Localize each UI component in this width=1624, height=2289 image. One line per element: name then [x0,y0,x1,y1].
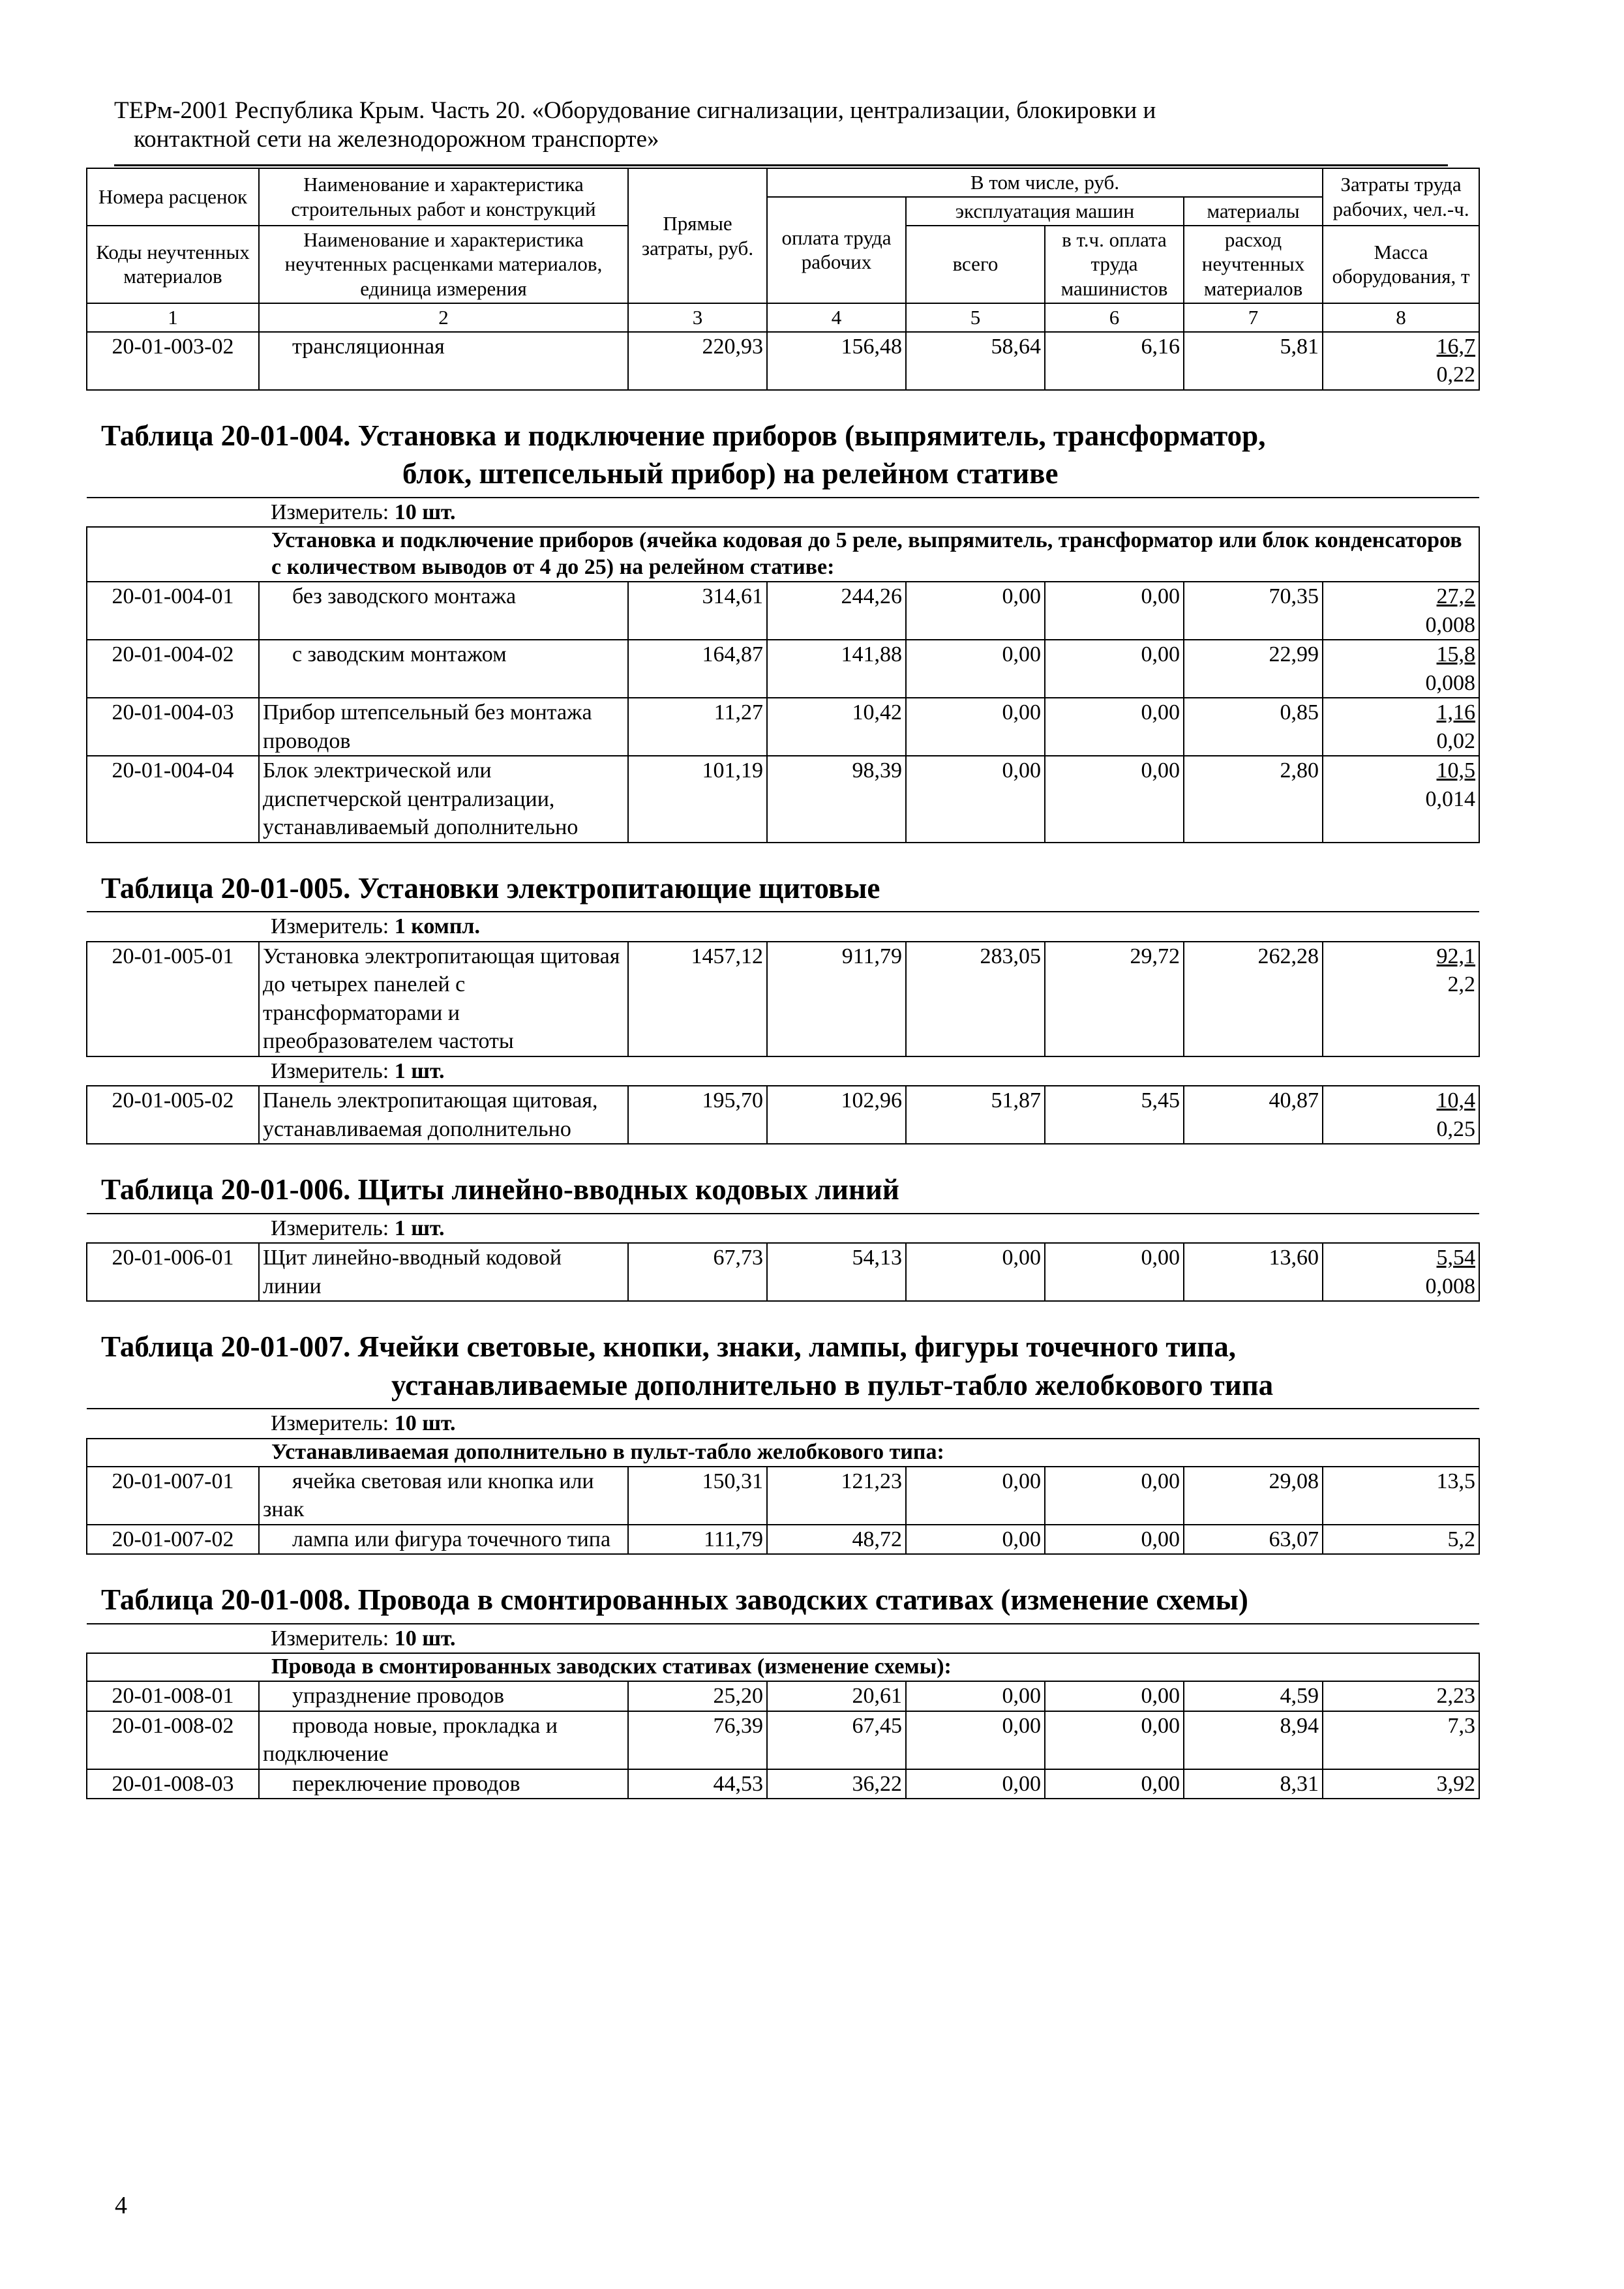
section-title: Таблица 20-01-008. Провода в смонтированных заводских стативах (изменение схемы) [87,1554,1479,1624]
measure-row [87,1409,1479,1439]
rate-name-text: лампа или фигура точечного типа [292,1527,611,1551]
rate-code: 20-01-006-01 [87,1243,259,1301]
labor-hours: 10,5 [1436,758,1476,783]
labor-hours: 7,3 [1323,1711,1479,1769]
equipment-mass: 0,008 [1425,612,1476,637]
running-header [114,97,1484,153]
direct-cost: 11,27 [628,698,767,756]
machines-total: 0,00 [906,698,1045,756]
rate-name-text: провода новые, прокладка и подключение [263,1713,558,1767]
rate-name-text: ячейка световая или кнопка или знак [263,1469,594,1522]
page-number: 4 [115,2192,127,2219]
direct-cost: 164,87 [628,640,767,698]
col-labor: оплата труда рабочих [767,197,906,303]
machines-total: 0,00 [906,756,1045,843]
direct-cost: 101,19 [628,756,767,843]
measure-row [87,1214,1479,1244]
col-direct: Прямые затраты, руб. [628,168,767,303]
machinists-pay: 6,16 [1045,332,1184,390]
labor-pay: 141,88 [767,640,906,698]
labor-hours: 92,1 [1436,944,1476,968]
labor-pay: 36,22 [767,1769,906,1799]
labor-mass-cell [1323,698,1479,756]
direct-cost: 67,73 [628,1243,767,1301]
table-row [87,1525,1479,1555]
equipment-mass: 0,25 [1436,1116,1476,1141]
labor-hours: 15,8 [1436,642,1476,667]
table-row [87,582,1479,640]
materials: 13,60 [1184,1243,1323,1301]
table-row [87,756,1479,843]
measure-label: Измеритель: [271,1626,389,1651]
col-number: 6 [1045,303,1184,332]
labor-pay: 10,42 [767,698,906,756]
rate-name: Блок электрической или диспетчерской централизации, устанавливаемый дополнительно [259,756,628,843]
col-codes-top: Номера расценок [87,168,259,226]
labor-hours: 3,92 [1323,1769,1479,1799]
subheading: Устанавливаемая дополнительно в пульт-табло желобкового типа: [87,1439,1479,1467]
machinists-pay: 0,00 [1045,1681,1184,1711]
labor-pay: 67,45 [767,1711,906,1769]
col-number: 3 [628,303,767,332]
measure-value: 1 шт. [394,1216,445,1240]
rate-name [259,1525,628,1555]
machines-total: 0,00 [906,1711,1045,1769]
measure-line [87,1624,1479,1654]
machinists-pay: 0,00 [1045,1711,1184,1769]
section-title-row [87,843,1479,912]
col-materials-sub: расход неучтенных материалов [1184,226,1323,303]
materials: 22,99 [1184,640,1323,698]
col-number: 4 [767,303,906,332]
machinists-pay: 5,45 [1045,1086,1184,1144]
col-number: 5 [906,303,1045,332]
section-title-line-1: Таблица 20-01-004. Установка и подключение приборов (выпрямитель, трансформатор, [101,419,1266,452]
section-title [87,1301,1479,1409]
rate-name [259,1769,628,1799]
direct-cost: 111,79 [628,1525,767,1555]
machines-total: 58,64 [906,332,1045,390]
col-group-including: В том числе, руб. [767,168,1323,197]
col-codes-bottom: Коды неучтенных материалов [87,226,259,303]
rate-code: 20-01-003-02 [87,332,259,390]
labor-mass-cell [1323,1086,1479,1144]
section-title-row [87,1144,1479,1214]
col-labor-cost: Затраты труда рабочих, чел.-ч. [1323,168,1479,226]
machinists-pay: 0,00 [1045,698,1184,756]
labor-mass-cell [1323,640,1479,698]
measure-row [87,498,1479,528]
direct-cost: 314,61 [628,582,767,640]
col-number: 8 [1323,303,1479,332]
column-header-row-1 [87,168,1479,197]
table-row [87,1243,1479,1301]
direct-cost: 150,31 [628,1467,767,1525]
labor-hours: 27,2 [1436,584,1476,609]
machines-total: 0,00 [906,1681,1045,1711]
equipment-mass: 0,008 [1425,1274,1476,1298]
subheading: Установка и подключение приборов (ячейка кодовая до 5 реле, выпрямитель, трансформатор или блок конденсаторов с количеством выводов от 4 до 25) на релейном стативе: [87,527,1479,582]
labor-mass-cell [1323,332,1479,390]
header-line-1: ТЕРм-2001 Республика Крым. Часть 20. «Оборудование сигнализации, централизации, блокировки и [114,97,1156,124]
labor-pay: 121,23 [767,1467,906,1525]
measure-label: Измеритель: [271,914,389,939]
machinists-pay: 0,00 [1045,1467,1184,1525]
measure-row [87,912,1479,942]
table-row [87,1681,1479,1711]
subheading-row [87,527,1479,582]
labor-pay: 244,26 [767,582,906,640]
measure-line [87,1409,1479,1439]
rate-code: 20-01-004-03 [87,698,259,756]
subheading: Провода в смонтированных заводских стативах (изменение схемы): [87,1653,1479,1681]
rate-name-text: упразднение проводов [292,1684,505,1708]
labor-hours: 10,4 [1436,1088,1476,1113]
rate-code: 20-01-007-01 [87,1467,259,1525]
rate-code: 20-01-005-02 [87,1086,259,1144]
rate-code: 20-01-004-02 [87,640,259,698]
labor-mass-cell [1323,942,1479,1056]
labor-hours: 5,54 [1436,1246,1476,1270]
table-row [87,1769,1479,1799]
section-title-line-2: устанавливаемые дополнительно в пульт-табло желобкового типа [391,1368,1274,1401]
labor-hours: 16,7 [1436,334,1476,359]
materials: 8,94 [1184,1711,1323,1769]
rate-code: 20-01-004-01 [87,582,259,640]
equipment-mass: 0,22 [1436,363,1476,387]
col-number: 7 [1184,303,1323,332]
labor-hours: 1,16 [1436,700,1476,725]
measure-label: Измеритель: [271,1411,389,1436]
direct-cost: 220,93 [628,332,767,390]
rate-name-text: переключение проводов [292,1771,520,1796]
rate-name [259,1681,628,1711]
section-title [87,390,1479,498]
labor-mass-cell [1323,582,1479,640]
measure-value: 10 шт. [394,1411,456,1436]
section-title: Таблица 20-01-005. Установки электропитающие щитовые [87,843,1479,912]
machines-total: 0,00 [906,1467,1045,1525]
table-row [87,1467,1479,1525]
labor-mass-cell [1323,756,1479,843]
col-machines: эксплуатация машин [906,197,1184,226]
direct-cost: 1457,12 [628,942,767,1056]
materials: 2,80 [1184,756,1323,843]
labor-hours: 5,2 [1323,1525,1479,1555]
materials: 63,07 [1184,1525,1323,1555]
header-line-2: контактной сети на железнодорожном транспорте» [134,125,659,153]
direct-cost: 44,53 [628,1769,767,1799]
direct-cost: 195,70 [628,1086,767,1144]
rate-name: Установка электропитающая щитовая до четырех панелей с трансформаторами и преобразователем частоты [259,942,628,1056]
col-name-bottom: Наименование и характеристика неучтенных расценками материалов, единица измерения [259,226,628,303]
rate-code: 20-01-008-03 [87,1769,259,1799]
column-number-row [87,303,1479,332]
rate-code: 20-01-008-01 [87,1681,259,1711]
section-title-line-1: Таблица 20-01-007. Ячейки световые, кнопки, знаки, лампы, фигуры точечного типа, [101,1330,1237,1364]
labor-hours: 13,5 [1323,1467,1479,1525]
measure-row [87,1624,1479,1654]
rates-table [86,168,1480,1799]
equipment-mass: 2,2 [1447,972,1476,997]
machines-total: 0,00 [906,640,1045,698]
rate-name: Прибор штепсельный без монтажа проводов [259,698,628,756]
measure-value: 10 шт. [394,500,456,524]
section-title-row [87,1301,1479,1409]
measure-line [87,912,1479,942]
measure-label: Измеритель: [271,1058,389,1083]
materials: 5,81 [1184,332,1323,390]
rate-name: без заводского монтажа [259,582,628,640]
rate-code: 20-01-005-01 [87,942,259,1056]
measure-value: 10 шт. [394,1626,456,1651]
materials: 40,87 [1184,1086,1323,1144]
materials: 0,85 [1184,698,1323,756]
machinists-pay: 0,00 [1045,1243,1184,1301]
materials: 262,28 [1184,942,1323,1056]
machinists-pay: 0,00 [1045,640,1184,698]
equipment-mass: 0,014 [1425,786,1476,811]
measure-value: 1 компл. [394,914,481,939]
materials: 70,35 [1184,582,1323,640]
machines-total: 51,87 [906,1086,1045,1144]
measure-label: Измеритель: [271,1216,389,1240]
col-machinists: в т.ч. оплата труда машинистов [1045,226,1184,303]
rate-name: с заводским монтажом [259,640,628,698]
labor-pay: 102,96 [767,1086,906,1144]
col-number: 2 [259,303,628,332]
col-name-top: Наименование и характеристика строительных работ и конструкций [259,168,628,226]
col-mass: Масса оборудования, т [1323,226,1479,303]
rate-name: трансляционная [259,332,628,390]
labor-pay: 911,79 [767,942,906,1056]
measure-label: Измеритель: [271,500,389,524]
table-row [87,942,1479,1056]
equipment-mass: 0,02 [1436,728,1476,753]
machines-total: 0,00 [906,582,1045,640]
subheading-row [87,1653,1479,1681]
measure-value: 1 шт. [394,1058,445,1083]
col-materials: материалы [1184,197,1323,226]
rate-name: Панель электропитающая щитовая, устанавливаемая дополнительно [259,1086,628,1144]
section-title-row [87,390,1479,498]
labor-hours: 2,23 [1323,1681,1479,1711]
col-machines-total: всего [906,226,1045,303]
table-row [87,698,1479,756]
machines-total: 0,00 [906,1769,1045,1799]
table-row [87,332,1479,390]
machinists-pay: 0,00 [1045,1769,1184,1799]
rate-name [259,1711,628,1769]
materials: 4,59 [1184,1681,1323,1711]
rate-code: 20-01-004-04 [87,756,259,843]
header-rule [114,164,1448,166]
table-row [87,1711,1479,1769]
labor-pay: 156,48 [767,332,906,390]
direct-cost: 25,20 [628,1681,767,1711]
rate-name [259,1467,628,1525]
rate-code: 20-01-007-02 [87,1525,259,1555]
section-title-line-2: блок, штепсельный прибор) на релейном стативе [402,457,1059,490]
rate-name: Щит линейно-вводный кодовой линии [259,1243,628,1301]
machinists-pay: 0,00 [1045,582,1184,640]
labor-pay: 20,61 [767,1681,906,1711]
table-row [87,1086,1479,1144]
section-title: Таблица 20-01-006. Щиты линейно-вводных кодовых линий [87,1144,1479,1214]
measure-line [87,1056,1479,1086]
materials: 29,08 [1184,1467,1323,1525]
equipment-mass: 0,008 [1425,670,1476,695]
measure-line [87,498,1479,528]
machines-total: 0,00 [906,1243,1045,1301]
machines-total: 283,05 [906,942,1045,1056]
section-title-row [87,1554,1479,1624]
labor-pay: 98,39 [767,756,906,843]
labor-pay: 48,72 [767,1525,906,1555]
col-number: 1 [87,303,259,332]
labor-mass-cell [1323,1243,1479,1301]
rate-code: 20-01-008-02 [87,1711,259,1769]
direct-cost: 76,39 [628,1711,767,1769]
labor-pay: 54,13 [767,1243,906,1301]
measure-line [87,1214,1479,1244]
machinists-pay: 0,00 [1045,756,1184,843]
machinists-pay: 0,00 [1045,1525,1184,1555]
measure-row [87,1056,1479,1086]
machines-total: 0,00 [906,1525,1045,1555]
materials: 8,31 [1184,1769,1323,1799]
machinists-pay: 29,72 [1045,942,1184,1056]
rates-document [86,168,1479,1799]
subheading-row [87,1439,1479,1467]
table-row [87,640,1479,698]
